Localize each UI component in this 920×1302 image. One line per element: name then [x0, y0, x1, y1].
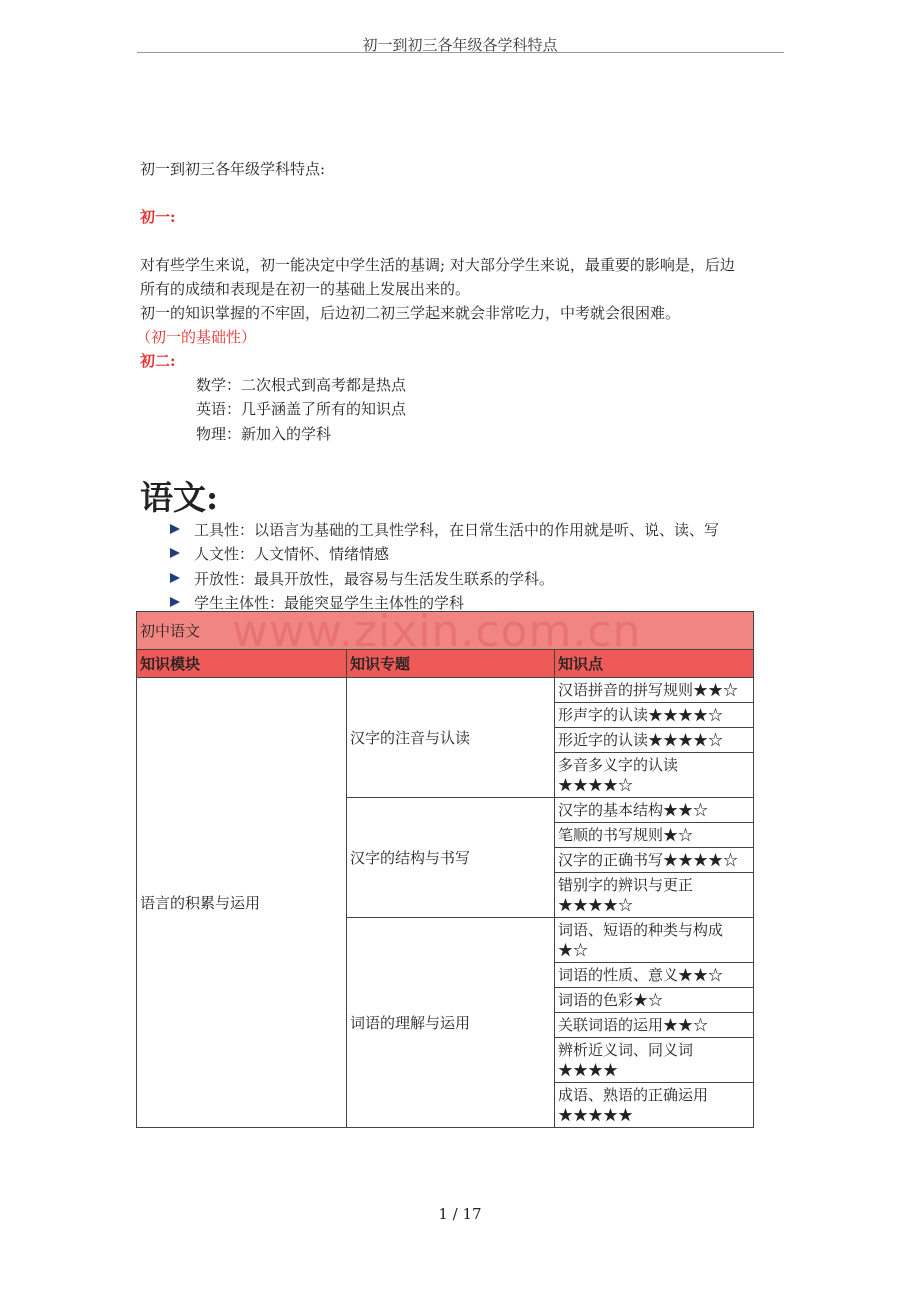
module-cell: 语言的积累与运用	[137, 678, 347, 1128]
table-caption-row	[137, 612, 754, 650]
page-number: 1 / 17	[438, 1205, 482, 1223]
grade1-paragraph-line2: 所有的成绩和表现是在初一的基础上发展出来的。	[140, 280, 471, 298]
point-cell: 关联词语的运用★★☆	[555, 1013, 754, 1038]
point-cell: 辨析近义词、同义词★★★★	[555, 1038, 754, 1083]
point-cell: 词语的色彩★☆	[555, 988, 754, 1013]
point-cell: 汉语拼音的拼写规则★★☆	[555, 678, 754, 703]
grade2-item-english: 英语：几乎涵盖了所有的知识点	[196, 400, 407, 418]
point-cell: 汉字的正确书写★★★★☆	[555, 848, 754, 873]
grade2-item-math: 数学：二次根式到高考都是热点	[196, 376, 407, 394]
point-cell: 形近字的认读★★★★☆	[555, 728, 754, 753]
bullet-triangle-icon	[170, 548, 180, 558]
grade2-item-physics: 物理：新加入的学科	[196, 425, 332, 443]
topic-cell: 词语的理解与运用	[347, 918, 555, 1128]
point-cell: 形声字的认读★★★★☆	[555, 703, 754, 728]
point-cell: 多音多义字的认读★★★★☆	[555, 753, 754, 798]
page-header-title: 初一到初三各年级各学科特点	[362, 36, 558, 54]
column-header-topic: 知识专题	[347, 650, 555, 678]
point-cell: 成语、熟语的正确运用★★★★★	[555, 1083, 754, 1128]
grade1-note: （初一的基础性）	[136, 328, 257, 346]
chinese-heading: 语文:	[140, 478, 219, 517]
point-cell: 词语、短语的种类与构成★☆	[555, 918, 754, 963]
list-item: 开放性：最具开放性，最容易与生活发生联系的学科。	[170, 568, 554, 589]
bullet-triangle-icon	[170, 597, 180, 607]
list-item: 学生主体性：最能突显学生主体性的学科	[170, 592, 464, 613]
point-cell: 词语的性质、意义★★☆	[555, 963, 754, 988]
point-cell: 错别字的辨识与更正★★★★☆	[555, 873, 754, 918]
header-divider	[137, 52, 784, 53]
table-header-row	[137, 650, 754, 678]
point-cell: 笔顺的书写规则★☆	[555, 823, 754, 848]
table-row	[137, 678, 754, 703]
watermark: www.zixin.com.cn	[232, 606, 642, 657]
bullet-triangle-icon	[170, 524, 180, 534]
table-caption: 初中语文	[137, 612, 754, 650]
bullet-triangle-icon	[170, 573, 180, 583]
list-item: 工具性：以语言为基础的工具性学科，在日常生活中的作用就是听、说、读、写	[170, 519, 719, 540]
grade1-paragraph-line1: 对有些学生来说，初一能决定中学生活的基调; 对大部分学生来说，最重要的影响是，后边	[140, 256, 735, 274]
knowledge-table	[136, 611, 754, 1128]
topic-cell: 汉字的结构与书写	[347, 798, 555, 918]
intro-text: 初一到初三各年级学科特点:	[140, 160, 326, 178]
list-item: 人文性：人文情怀、情绪情感	[170, 543, 389, 564]
grade2-heading: 初二:	[140, 352, 176, 370]
topic-cell: 汉字的注音与认读	[347, 678, 555, 798]
grade1-paragraph-line3: 初一的知识掌握的不牢固，后边初二初三学起来就会非常吃力，中考就会很困难。	[140, 304, 681, 322]
column-header-point: 知识点	[555, 650, 754, 678]
grade1-heading: 初一:	[140, 208, 176, 226]
point-cell: 汉字的基本结构★★☆	[555, 798, 754, 823]
column-header-module: 知识模块	[137, 650, 347, 678]
